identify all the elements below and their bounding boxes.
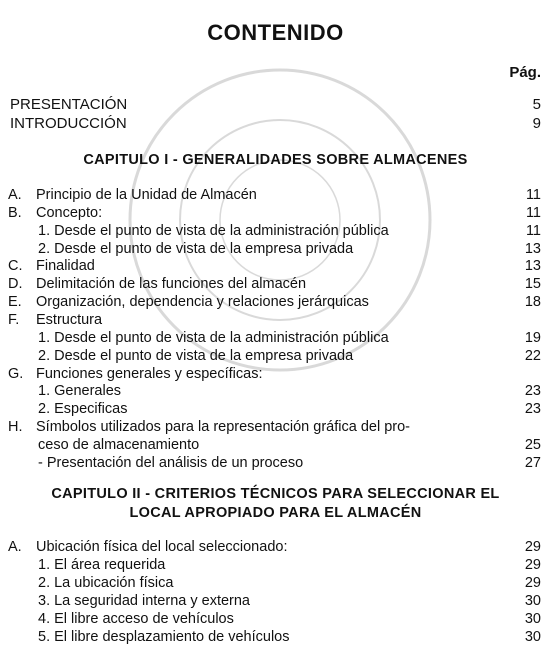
toc-entry-text: 3. La seguridad interna y externa [38, 592, 250, 609]
toc-entry-text: Estructura [36, 311, 103, 328]
toc-entry-page: 30 [524, 628, 541, 645]
toc-entry [0, 454, 551, 472]
toc-entry-page: 19 [524, 329, 541, 346]
toc-entry-page: 23 [524, 401, 541, 418]
toc-entry [0, 96, 551, 114]
toc-entry-page: 13 [524, 240, 541, 257]
toc-entry-page: 29 [524, 574, 541, 591]
toc-entry-text: 1. El área requerida [38, 556, 166, 573]
toc-entry [0, 610, 551, 628]
toc-entry [0, 574, 551, 592]
toc-entry-text: - Presentación del análisis de un proceso [38, 454, 304, 471]
chapter-1-heading: CAPITULO I - GENERALIDADES SOBRE ALMACENES [83, 152, 468, 168]
toc-entry [0, 240, 551, 258]
toc-entry-text: Ubicación física del local seleccionado: [36, 539, 288, 555]
toc-entry-page: 15 [524, 276, 541, 293]
toc-entry-text: Organización, dependencia y relaciones jerárquicas [36, 294, 369, 311]
toc-entry [0, 436, 551, 454]
toc-entry [0, 400, 551, 418]
toc-entry-text: Símbolos utilizados para la representación gráfica del pro- [36, 419, 410, 436]
toc-entry-page: 29 [524, 539, 541, 555]
toc-entry [0, 186, 551, 204]
toc-entry [0, 628, 551, 646]
toc-entry [0, 222, 551, 240]
toc-entry-text: INTRODUCCIÓN [10, 115, 127, 132]
toc-entry [0, 365, 551, 383]
toc-entry-text: ceso de almacenamiento [38, 436, 200, 453]
toc-entry [0, 293, 551, 311]
toc-entry-page: 18 [524, 294, 541, 311]
toc-entry-text: 2. Desde el punto de vista de la empresa privada [38, 240, 354, 257]
toc-entry-text: Principio de la Unidad de Almacén [36, 187, 257, 203]
toc-entry-letter: D. [8, 276, 23, 293]
toc-entry-text: 2. Especificas [38, 401, 128, 418]
toc-entry-page: 30 [524, 610, 541, 627]
toc-entry-page: 27 [524, 454, 541, 471]
toc-entry [0, 556, 551, 574]
toc-entry-text: Finalidad [36, 258, 95, 275]
toc-entry-text: Delimitación de las funciones del almacén [36, 276, 307, 293]
toc-entry-page: 11 [525, 187, 541, 203]
toc-entry [0, 347, 551, 365]
toc-entry [0, 538, 551, 556]
toc-entry-letter: A. [8, 539, 22, 555]
toc-entry-page: 23 [524, 383, 541, 400]
toc-entry-letter: C. [8, 258, 23, 275]
toc-entry-page: 22 [524, 347, 541, 364]
toc-entry-letter: H. [8, 419, 23, 436]
toc-entry-page: 29 [524, 556, 541, 573]
toc-entry-page: 11 [525, 222, 541, 239]
toc-entry [0, 382, 551, 400]
toc-entry-letter: A. [8, 187, 22, 203]
page-column-label: Pág. [509, 64, 541, 81]
toc-entry-page: 25 [524, 436, 541, 453]
toc-entry-text: 1. Generales [38, 383, 122, 400]
toc-entry [0, 115, 551, 133]
toc-entry [0, 257, 551, 275]
chapter-2-heading-line-1: CAPITULO II - CRITERIOS TÉCNICOS PARA SELECCIONAR EL [51, 486, 500, 502]
toc-entry [0, 329, 551, 347]
toc-entry-text: Funciones generales y específicas: [36, 365, 263, 382]
toc-entry-page: 13 [524, 258, 541, 275]
toc-entry-text: 5. El libre desplazamiento de vehículos [38, 628, 290, 645]
toc-entry-page: 5 [532, 96, 541, 113]
toc-entry [0, 204, 551, 222]
toc-entry-page: 30 [524, 592, 541, 609]
toc-entry-text: 2. La ubicación física [38, 574, 174, 591]
toc-entry-letter: F. [8, 311, 20, 328]
toc-entry-page: 9 [532, 115, 541, 132]
toc-entry [0, 592, 551, 610]
toc-entry-letter: G. [8, 365, 24, 382]
toc-entry-page: 11 [525, 204, 541, 221]
toc-entry-text: 2. Desde el punto de vista de la empresa privada [38, 347, 354, 364]
toc-entry-letter: E. [8, 294, 22, 311]
toc-entry-text: 1. Desde el punto de vista de la administración pública [38, 329, 389, 346]
toc-entry-letter: B. [8, 204, 22, 221]
toc-entry-text: PRESENTACIÓN [10, 96, 128, 113]
chapter-2-heading-line-2: LOCAL APROPIADO PARA EL ALMACÉN [129, 505, 422, 521]
page-title: CONTENIDO [207, 20, 344, 45]
toc-entry [0, 311, 551, 329]
toc-entry [0, 418, 551, 436]
toc-entry-text: 1. Desde el punto de vista de la administración pública [38, 222, 389, 239]
toc-entry [0, 275, 551, 293]
toc-entry-text: 4. El libre acceso de vehículos [38, 610, 234, 627]
toc-entry-text: Concepto: [36, 204, 103, 221]
